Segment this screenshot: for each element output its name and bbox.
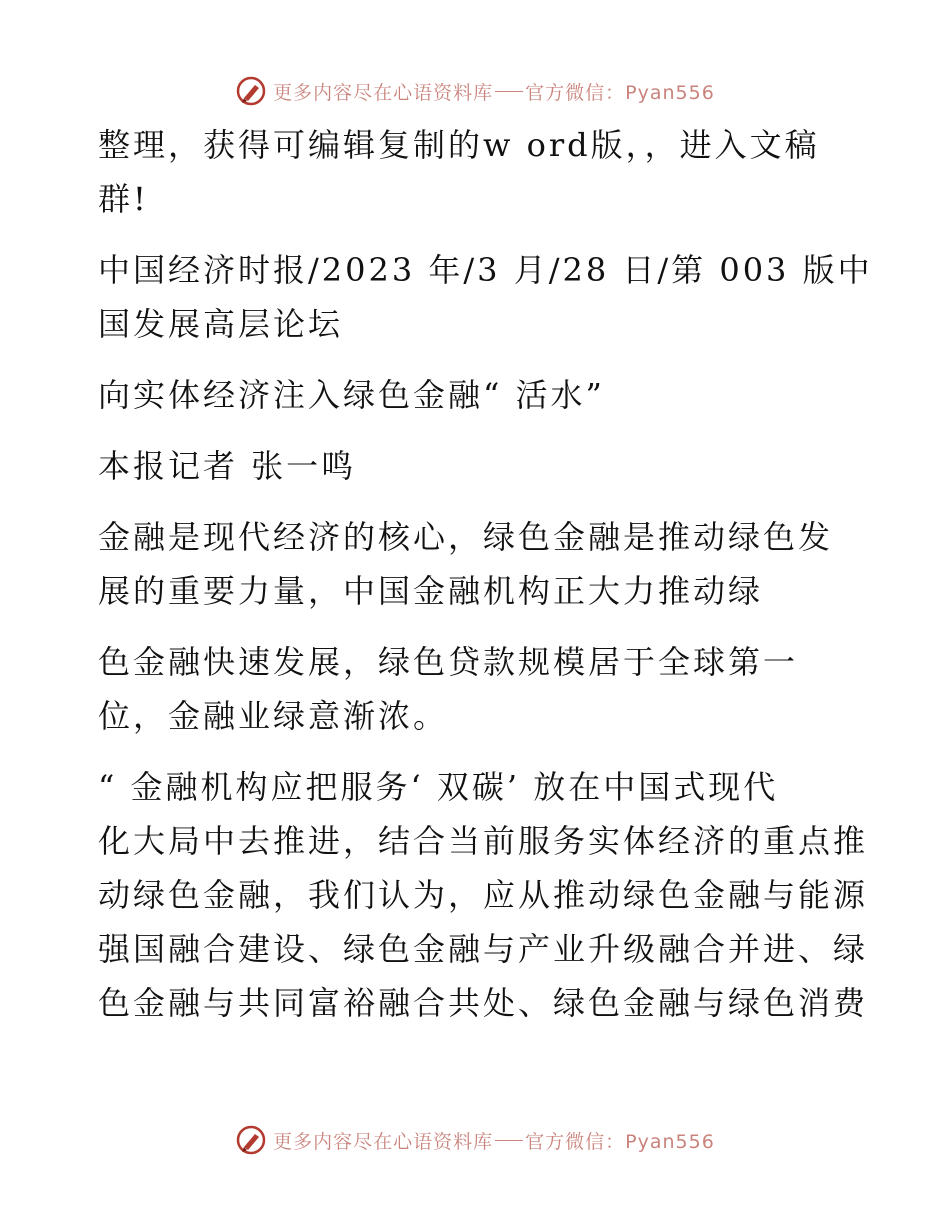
text-line: 展的重要力量，中国金融机构正大力推动绿 [98, 572, 764, 610]
banner-official-text: 官方微信：Pyan556 [525, 81, 715, 104]
banner-site-text: 更多内容尽在心语资料库 [273, 1130, 494, 1153]
paragraph-body-2 [98, 635, 858, 743]
text-line: 中国经济时报/2023 年/3 月/28 日/第 003 版中 [98, 251, 873, 289]
text-line: 本报记者 张一鸣 [98, 447, 357, 485]
banner-official-text: 官方微信：Pyan556 [525, 1130, 715, 1153]
footer-watermark [0, 1120, 950, 1160]
article-title [98, 368, 858, 422]
text-line: 色金融与共同富裕融合共处、绿色金融与绿色消费 [98, 984, 869, 1022]
text-line: 金融是现代经济的核心，绿色金融是推动绿色发 [98, 518, 834, 556]
document-body [98, 118, 873, 1047]
paragraph-body-1 [98, 510, 858, 618]
banner-separator [495, 91, 523, 92]
banner-site-text: 更多内容尽在心语资料库 [273, 81, 494, 104]
text-line: 向实体经济注入绿色金融“ 活水” [98, 376, 605, 414]
text-line: 位，金融业绿意渐浓。 [98, 697, 449, 735]
text-line: 国发展高层论坛 [98, 305, 344, 343]
header-watermark [0, 71, 950, 111]
text-line: 化大局中去推进，结合当前服务实体经济的重点推 [98, 822, 869, 860]
text-line: 色金融快速发展，绿色贷款规模居于全球第一 [98, 643, 799, 681]
text-line: 强国融合建设、绿色金融与产业升级融合并进、绿 [98, 930, 869, 968]
banner-separator [495, 1140, 523, 1141]
article-byline [98, 439, 858, 493]
pen-logo-icon [235, 75, 267, 107]
paragraph-source [98, 243, 873, 351]
text-line: 整理，获得可编辑复制的w ord版，，进入文稿 [98, 126, 820, 164]
pen-logo-icon [235, 1124, 267, 1156]
text-line: 动绿色金融，我们认为，应从推动绿色金融与能源 [98, 876, 869, 914]
text-line: 群! [98, 180, 149, 218]
paragraph-body-3 [98, 760, 869, 1030]
text-line: “ 金融机构应把服务‘ 双碳’ 放在中国式现代 [98, 768, 779, 806]
paragraph-intro [98, 118, 858, 226]
